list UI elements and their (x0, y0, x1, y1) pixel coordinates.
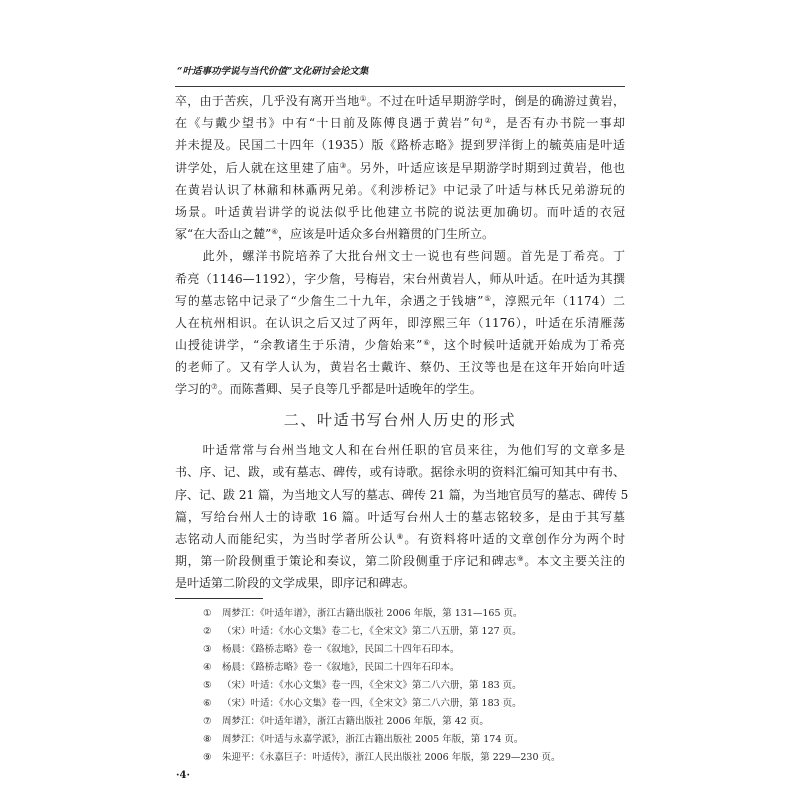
footnote-item (203, 713, 623, 731)
section-heading: 二、叶适书写台州人历史的形式 (283, 410, 517, 429)
body-text (175, 90, 629, 594)
text-line (175, 90, 625, 112)
text-run: ，淳熙元年（1174）二 (491, 293, 625, 308)
text-run: 。不过在叶适早期游学时，倒是的确游过黄岩， (366, 94, 625, 108)
footnote-item (203, 659, 623, 677)
text-line (175, 461, 625, 483)
text-run: 。另外，叶适应该是早期游学时期到过黄岩，他也 (347, 160, 625, 175)
footnote-separator (175, 598, 263, 599)
footnote-ref: ① (359, 94, 367, 103)
text-line (175, 378, 625, 400)
text-run: 叶适常常与台州当地文人和在台州任职的官员来往，为他们写的文章多是 (202, 443, 625, 458)
running-title: “叶适事功学说与当代价值”文化研讨会论文集 (177, 66, 369, 77)
text-run: 在《与戴少望书》中有“十日前及陈傅良遇于黄岩”句 (175, 116, 485, 131)
text-run: 在黄岩认识了林鼐和林鼒两兄弟。《利涉桥记》中记录了叶适与林氏兄弟游玩的 (175, 182, 625, 197)
footnote-mark: ⑧ (203, 734, 212, 745)
footnote-mark: ⑥ (203, 698, 212, 709)
footnote-item (203, 749, 623, 767)
footnote-text: 朱迎平：《永嘉巨子：叶适传》，浙江人民出版社 2006 年版，第 229—230 页。 (222, 752, 561, 763)
text-line (175, 134, 625, 156)
footnote-mark: ② (203, 626, 212, 637)
text-run: 。而陈耆卿、吴子良等几乎都是叶适晚年的学生。 (217, 382, 482, 397)
text-run: 场景。叶适黄岩讲学的说法似乎比他建立书院的说法更加确切。而叶适的衣冠 (175, 204, 625, 219)
text-run: ，这个时候叶适就开始成为丁希亮 (431, 338, 625, 353)
footnote-item (203, 605, 623, 623)
text-run: ，应该是叶适众多台州籍贯的门生所立。 (278, 227, 495, 242)
footnote-mark: ③ (203, 644, 212, 655)
footnote-mark: ⑤ (203, 680, 212, 691)
text-run: 冢“在大岙山之麓” (175, 227, 272, 242)
footnote-text: 杨晨：《路桥志略》卷一《叙地》，民国二十四年石印本。 (222, 662, 460, 673)
text-line (175, 312, 625, 334)
text-line (175, 268, 625, 290)
footnote-item (203, 623, 623, 641)
footnote-item (203, 695, 623, 713)
text-line (175, 223, 625, 245)
footnote-ref: ⑨ (516, 554, 525, 564)
text-line (175, 290, 625, 312)
text-run: 序、记、跋 21 篇，为当地文人写的墓志、碑传 21 篇，为当地官员写的墓志、碑传 5 (175, 487, 629, 502)
text-line (175, 245, 625, 267)
footnote-text: 周梦江：《叶适年谱》，浙江古籍出版社 2006 年版，第 42 页。 (222, 716, 489, 727)
text-line (175, 572, 625, 594)
text-run: 志铭动人而能纪实，为当时学者所公认 (175, 531, 397, 546)
footnote-ref: ③ (339, 160, 348, 170)
footnote-mark: ⑦ (203, 716, 212, 727)
footnote-item (203, 731, 623, 749)
body-paragraph (175, 439, 629, 594)
text-line (175, 356, 625, 378)
text-run: ，是否有办书院一事却 (492, 116, 625, 131)
text-line (175, 157, 625, 179)
text-run: 篇，写给台州人士的诗歌 16 篇。叶适写台州人士的墓志铭较多，是由于其写墓 (175, 509, 625, 524)
header-rule (175, 86, 625, 87)
body-paragraph (175, 245, 625, 400)
body-paragraph (175, 90, 625, 245)
footnote-ref: ④ (271, 227, 279, 237)
footnote-text: 周梦江：《叶适与永嘉学派》，浙江古籍出版社 2005 年版，第 174 页。 (222, 734, 524, 745)
text-run: 此外，螺洋书院培养了大批台州文士一说也有些问题。首先是丁希亮。丁 (202, 249, 625, 264)
footnote-ref: ⑧ (396, 531, 405, 541)
footnote-ref: ⑥ (422, 338, 431, 348)
text-line (175, 439, 625, 461)
footnote-text: （宋）叶适：《水心文集》卷二七，《全宋文》第二八五册，第 127 页。 (222, 626, 522, 637)
text-run: 是叶适第二阶段的文学成果，即序记和碑志。 (175, 576, 416, 591)
text-line (175, 528, 625, 550)
footnote-mark: ⑨ (203, 752, 212, 763)
footnote-item (203, 677, 623, 695)
text-run: 写的墓志铭中记录了“少詹生二十九年，余遇之于钱塘” (175, 293, 484, 308)
text-run: 山授徒讲学，“余教诸生于乐清，少詹始来” (175, 338, 423, 353)
text-run: 期，第一阶段侧重于策论和奏议，第二阶段侧重于序记和碑志 (175, 554, 517, 569)
footnote-text: （宋）叶适：《水心文集》卷一四，《全宋文》第二八六册，第 183 页。 (222, 698, 522, 709)
text-line (175, 484, 629, 506)
footnote-ref: ② (484, 116, 493, 126)
text-line (175, 506, 625, 528)
text-run: 讲学处，后人就在这里建了庙 (175, 160, 340, 175)
text-run: 希亮（1146—1192），字少詹，号梅岩，宋台州黄岩人，师从叶适。在叶适为其撰 (175, 271, 625, 286)
text-line (175, 550, 625, 572)
text-run: 的老师了。又有学人认为，黄岩名士戴许、蔡仍、王汶等也是在这年开始向叶适 (175, 360, 625, 375)
text-run: 卒，由于苦疾，几乎没有离开当地 (175, 94, 360, 108)
footnote-mark: ④ (203, 662, 212, 673)
footnotes (203, 605, 623, 767)
footnote-text: 杨晨：《路桥志略》卷一《叙地》，民国二十四年石印本。 (222, 644, 460, 655)
text-run: 并未提及。民国二十四年（1935）版《路桥志略》提到罗洋街上的毓英庙是叶适 (175, 138, 625, 153)
text-run: 。有资料将叶适的文章创作分为两个时 (404, 531, 625, 546)
text-line (175, 179, 625, 201)
text-line (175, 334, 625, 356)
text-run: 。本文主要关注的 (524, 554, 625, 569)
footnote-item (203, 641, 623, 659)
text-run: 书、序、记、跋，或有墓志、碑传，或有诗歌。据徐永明的资料汇编可知其中有书、 (175, 465, 625, 480)
page-number: ·4· (176, 770, 190, 781)
footnote-ref: ⑤ (483, 293, 492, 303)
footnote-text: 周梦江：《叶适年谱》，浙江古籍出版社 2006 年版，第 131—165 页。 (222, 608, 523, 619)
text-run: 学习的 (175, 382, 212, 397)
footnote-mark: ① (203, 608, 212, 619)
footnote-ref: ⑦ (211, 382, 218, 392)
text-line (175, 201, 625, 223)
text-run: 人在杭州相识。在认识之后又过了两年，即淳熙三年（1176），叶适在乐清雁荡 (175, 315, 625, 330)
text-line (175, 112, 625, 134)
footnote-text: （宋）叶适：《水心文集》卷一四，《全宋文》第二八六册，第 183 页。 (222, 680, 522, 691)
